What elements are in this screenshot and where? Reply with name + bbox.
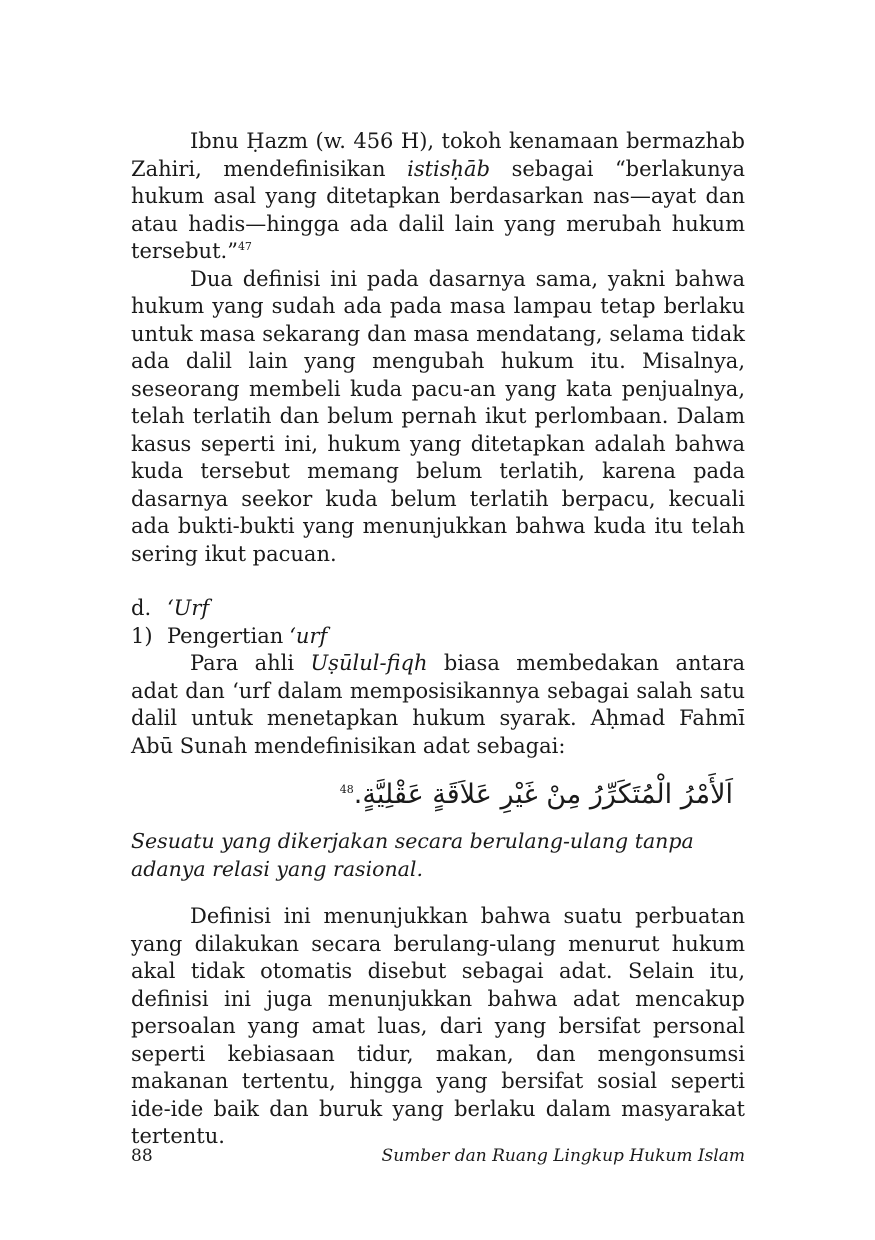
paragraph-text: Ibnu Ḥazm (w. 456 H), tokoh kenamaan bermazhab Zahiri, mendefinisikan — [131, 129, 745, 181]
running-title: Sumber dan Ruang Lingkup Hukum Islam — [381, 1146, 745, 1166]
arabic-text: اَلأَمْرُ الْمُتَكَرِّرُ مِنْ غَيْرِ عَلاَقَةٍ عَقْلِيَّةٍ. — [353, 779, 733, 810]
section-number: d. — [131, 596, 152, 620]
footnote-ref-47[interactable]: 47 — [237, 240, 252, 253]
spacer — [131, 568, 745, 595]
arabic-definition — [131, 772, 745, 818]
term-istishab: istisḥāb — [407, 156, 491, 181]
term-usulul-fiqh: Uṣūlul-fiqh — [310, 651, 428, 675]
subsection-number: 1) — [131, 623, 153, 648]
definition-translation: Sesuatu yang dikerjakan secara berulang-ulang tanpa adanya relasi yang rasional. — [131, 829, 694, 881]
page-footer — [131, 1145, 745, 1167]
paragraph-definisi-ini: Definisi ini menunjukkan bahwa suatu perbuatan yang dilakukan secara berulang-ulang menurut hukum akal tidak otomatis disebut sebagai adat. Selain itu, definisi ini juga menunjukkan bahwa adat mencakup persoalan yang amat luas, dari yang bersifat personal seperti kebiasaan tidur, makan, dan mengonsumsi makanan tertentu, hingga yang bersifat sosial seperti ide-ide baik dan buruk yang berlaku dalam masyarakat tertentu. — [131, 904, 745, 1148]
paragraph-dua-definisi: Dua definisi ini pada dasarnya sama, yakni bahwa hukum yang sudah ada pada masa lampau tetap berlaku untuk masa sekarang dan masa mendatang, selama tidak ada dalil lain yang mengubah hukum itu. Misalnya, seseorang membeli kuda pacu-an yang kata penjualnya, telah terlatih dan belum pernah ikut perlombaan. Dalam kasus seperti ini, hukum yang ditetapkan adalah bahwa kuda tersebut memang belum terlatih, karena pada dasarnya seekor kuda belum terlatih berpacu, kecuali ada bukti-bukti yang menunjukkan bahwa kuda itu telah sering ikut pacuan. — [131, 266, 745, 566]
subsection-label: Pengertian — [167, 623, 284, 648]
subsection-term: ‘urf — [289, 623, 328, 648]
paragraph-text: Para ahli — [190, 651, 311, 675]
spacer — [131, 883, 745, 903]
paragraph-text: biasa membedakan antara adat dan ‘urf dalam memposisikannya sebagai salah satu dalil untuk menetapkan hukum syarak. Aḥmad Fahmī Abū Sunah mendefinisikan adat sebagai: — [131, 651, 746, 758]
page-body — [131, 128, 745, 1151]
footnote-ref-48[interactable]: 48 — [339, 783, 354, 796]
paragraph-text: sebagai “berlakunya hukum asal yang ditetapkan berdasarkan nas—ayat dan atau hadis—hingga ada dalil lain yang merubah hukum tersebut.” — [131, 156, 745, 263]
subsection-heading-pengertian — [131, 623, 745, 651]
paragraph-para-ahli — [131, 650, 745, 760]
page-number: 88 — [131, 1146, 153, 1166]
section-title: ‘Urf — [167, 596, 210, 620]
section-heading-urf — [131, 595, 745, 623]
paragraph-ibnu-hazm — [131, 128, 745, 266]
